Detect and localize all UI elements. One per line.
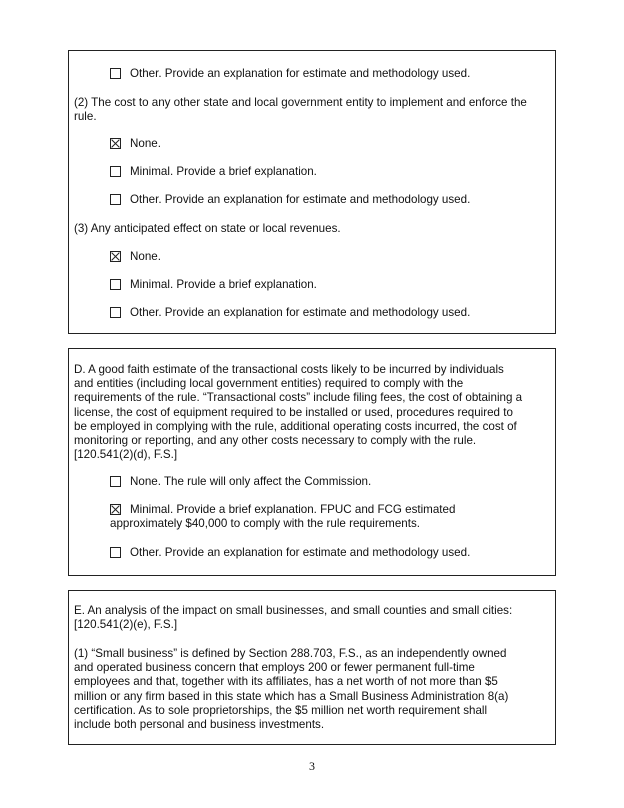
- option-label-line1: Minimal. Provide a brief explanation. FPUC and FCG estimated: [130, 503, 456, 516]
- option-d-other: [110, 546, 547, 560]
- section-d-text: [74, 363, 547, 462]
- text-line: [120.541(2)(d), F.S.]: [74, 448, 178, 462]
- checkbox-unchecked-icon[interactable]: [110, 547, 121, 558]
- text-line: and operated business concern that employs 200 or fewer permanent full-time: [74, 661, 475, 675]
- section-e-heading: [74, 604, 547, 632]
- option-q3-none: [110, 250, 547, 264]
- option-label: Other. Provide an explanation for estimate and methodology used.: [130, 306, 471, 319]
- checkbox-unchecked-icon[interactable]: [110, 307, 121, 318]
- option-c1-other: [110, 67, 547, 81]
- checkbox-unchecked-icon[interactable]: [110, 194, 121, 205]
- text-line: and entities (including local government entities) required to comply with the: [74, 377, 464, 391]
- text-line: requirements of the rule. “Transactional costs” include filing fees, the cost of obtaining a: [74, 391, 523, 405]
- section-d-box: [68, 348, 556, 576]
- question-3: (3) Any anticipated effect on state or local revenues.: [74, 222, 341, 235]
- option-label: None.: [130, 250, 161, 263]
- checkbox-unchecked-icon[interactable]: [110, 68, 121, 79]
- checkbox-checked-icon[interactable]: [110, 138, 121, 149]
- option-q3-other: [110, 306, 547, 320]
- checkbox-unchecked-icon[interactable]: [110, 166, 121, 177]
- text-line: include both personal and business investments.: [74, 718, 325, 732]
- option-d-none: [110, 475, 547, 489]
- section-c-box: [68, 50, 556, 334]
- text-line: be employed in complying with the rule, additional operating costs incurred, the cost of: [74, 419, 517, 433]
- small-business-definition: [74, 647, 547, 732]
- page-number: 3: [309, 759, 315, 773]
- text-line: D. A good faith estimate of the transactional costs likely to be incurred by individuals: [74, 363, 504, 376]
- option-label: None.: [130, 137, 161, 150]
- option-q2-none: [110, 137, 547, 151]
- text-line: (1) “Small business” is defined by Section 288.703, F.S., as an independently owned: [74, 647, 507, 660]
- text-line: E. An analysis of the impact on small businesses, and small counties and small cities:: [74, 604, 513, 617]
- text-line: employees and that, together with its affiliates, has a net worth of not more than $5: [74, 675, 498, 689]
- text-line: license, the cost of equipment required to be installed or used, procedures required to: [74, 405, 513, 419]
- option-q2-other: [110, 193, 547, 207]
- option-label-line2: approximately $40,000 to comply with the rule requirements.: [110, 517, 420, 531]
- section-e-box: [68, 590, 556, 745]
- option-q2-minimal: [110, 165, 547, 179]
- text-line: [120.541(2)(e), F.S.]: [74, 618, 178, 632]
- option-d-minimal: [110, 503, 547, 531]
- text-line: certification. As to sole proprietorships, the $5 million net worth requirement shall: [74, 703, 488, 717]
- checkbox-unchecked-icon[interactable]: [110, 279, 121, 290]
- option-label: Other. Provide an explanation for estimate and methodology used.: [130, 67, 471, 80]
- checkbox-unchecked-icon[interactable]: [110, 476, 121, 487]
- option-label: Minimal. Provide a brief explanation.: [130, 165, 317, 178]
- option-q3-minimal: [110, 278, 547, 292]
- question-2: (2) The cost to any other state and local government entity to implement and enforce the rule.: [74, 96, 527, 124]
- text-line: million or any firm based in this state which has a Small Business Administration 8(a): [74, 689, 509, 703]
- checkbox-checked-icon[interactable]: [110, 251, 121, 262]
- option-label: Minimal. Provide a brief explanation.: [130, 278, 317, 291]
- text-line: monitoring or reporting, and any other costs necessary to comply with the rule.: [74, 434, 477, 448]
- option-label: Other. Provide an explanation for estimate and methodology used.: [130, 193, 471, 206]
- option-label: Other. Provide an explanation for estimate and methodology used.: [130, 546, 471, 559]
- option-label: None. The rule will only affect the Commission.: [130, 475, 372, 488]
- checkbox-checked-icon[interactable]: [110, 504, 121, 515]
